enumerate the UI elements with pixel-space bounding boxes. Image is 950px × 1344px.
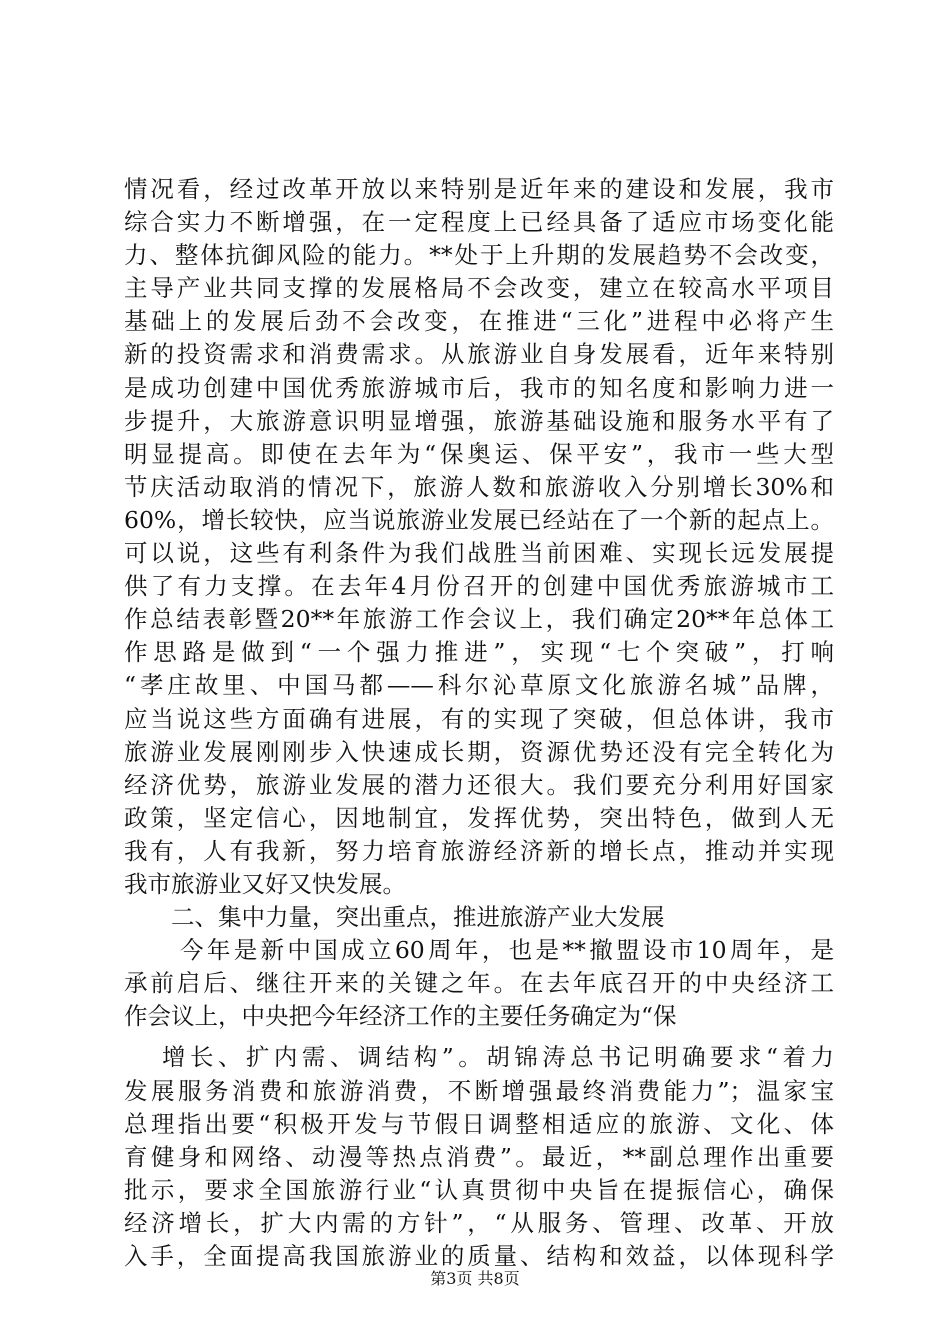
text-line: 经济优势，旅游业发展的潜力还很大。我们要充分利用好国家: [124, 770, 834, 799]
text-line: 应当说这些方面确有进展，有的实现了突破，但总体讲，我市: [124, 704, 834, 733]
text-line: 增长、扩内需、调结构”。胡锦涛总书记明确要求“着力: [162, 1043, 834, 1072]
text-line: 作总结表彰暨20**年旅游工作会议上，我们确定20**年总体工: [124, 605, 834, 634]
section-heading: 二、集中力量，突出重点，推进旅游产业大发展: [171, 903, 665, 932]
text-line: 今年是新中国成立60周年，也是**撤盟设市10周年，是: [180, 936, 834, 965]
text-line: 总理指出要“积极开发与节假日调整相适应的旅游、文化、体: [124, 1109, 834, 1138]
text-line: 主导产业共同支撑的发展格局不会改变，建立在较高水平项目: [124, 274, 834, 303]
text-line: 明显提高。即使在去年为“保奥运、保平安”，我市一些大型: [124, 439, 834, 468]
document-body: [124, 173, 834, 1273]
page-number-footer: 第3页 共8页: [430, 1269, 520, 1288]
text-line: 情况看，经过改革开放以来特别是近年来的建设和发展，我市: [124, 175, 834, 203]
text-line: 节庆活动取消的情况下，旅游人数和旅游收入分别增长30%和: [124, 472, 834, 501]
text-line: 批示，要求全国旅游行业“认真贯彻中央旨在提振信心，确保: [124, 1175, 834, 1204]
text-line: 基础上的发展后劲不会改变，在推进“三化”进程中必将产生: [124, 307, 834, 336]
text-line: 力、整体抗御风险的能力。**处于上升期的发展趋势不会改变，: [124, 241, 834, 270]
text-line: 我市旅游业又好又快发展。: [124, 869, 406, 898]
text-line: 60%，增长较快，应当说旅游业发展已经站在了一个新的起点上。: [124, 505, 834, 534]
text-line: 供了有力支撑。在去年4月份召开的创建中国优秀旅游城市工: [124, 572, 834, 601]
text-line: 育健身和网络、动漫等热点消费”。最近，**副总理作出重要: [124, 1142, 834, 1171]
text-line: 我有，人有我新，努力培育旅游经济新的增长点，推动并实现: [124, 836, 834, 865]
text-line: 作思路是做到“一个强力推进”，实现“七个突破”，打响: [124, 638, 834, 667]
text-line: 发展服务消费和旅游消费，不断增强最终消费能力”；温家宝: [124, 1076, 834, 1105]
text-line: 步提升，大旅游意识明显增强，旅游基础设施和服务水平有了: [124, 406, 834, 435]
text-line: 是成功创建中国优秀旅游城市后，我市的知名度和影响力进一: [124, 373, 834, 402]
text-line: 综合实力不断增强，在一定程度上已经具备了适应市场变化能: [124, 208, 834, 237]
text-line: 新的投资需求和消费需求。从旅游业自身发展看，近年来特别: [124, 340, 834, 369]
text-line: 旅游业发展刚刚步入快速成长期，资源优势还没有完全转化为: [124, 737, 834, 766]
text-line: 作会议上，中央把今年经济工作的主要任务确定为“保: [124, 1002, 677, 1031]
text-line: 政策，坚定信心，因地制宜，发挥优势，突出特色，做到人无: [124, 803, 834, 832]
text-line: “孝庄故里、中国马都——科尔沁草原文化旅游名城”品牌，: [124, 671, 834, 700]
text-line: 入手，全面提高我国旅游业的质量、结构和效益，以体现科学: [124, 1242, 834, 1270]
text-line: 承前启后、继往开来的关键之年。在去年底召开的中央经济工: [124, 969, 834, 998]
text-line: 可以说，这些有利条件为我们战胜当前困难、实现长远发展提: [124, 539, 834, 568]
text-line: 经济增长，扩大内需的方针”，“从服务、管理、改革、开放: [124, 1208, 834, 1237]
